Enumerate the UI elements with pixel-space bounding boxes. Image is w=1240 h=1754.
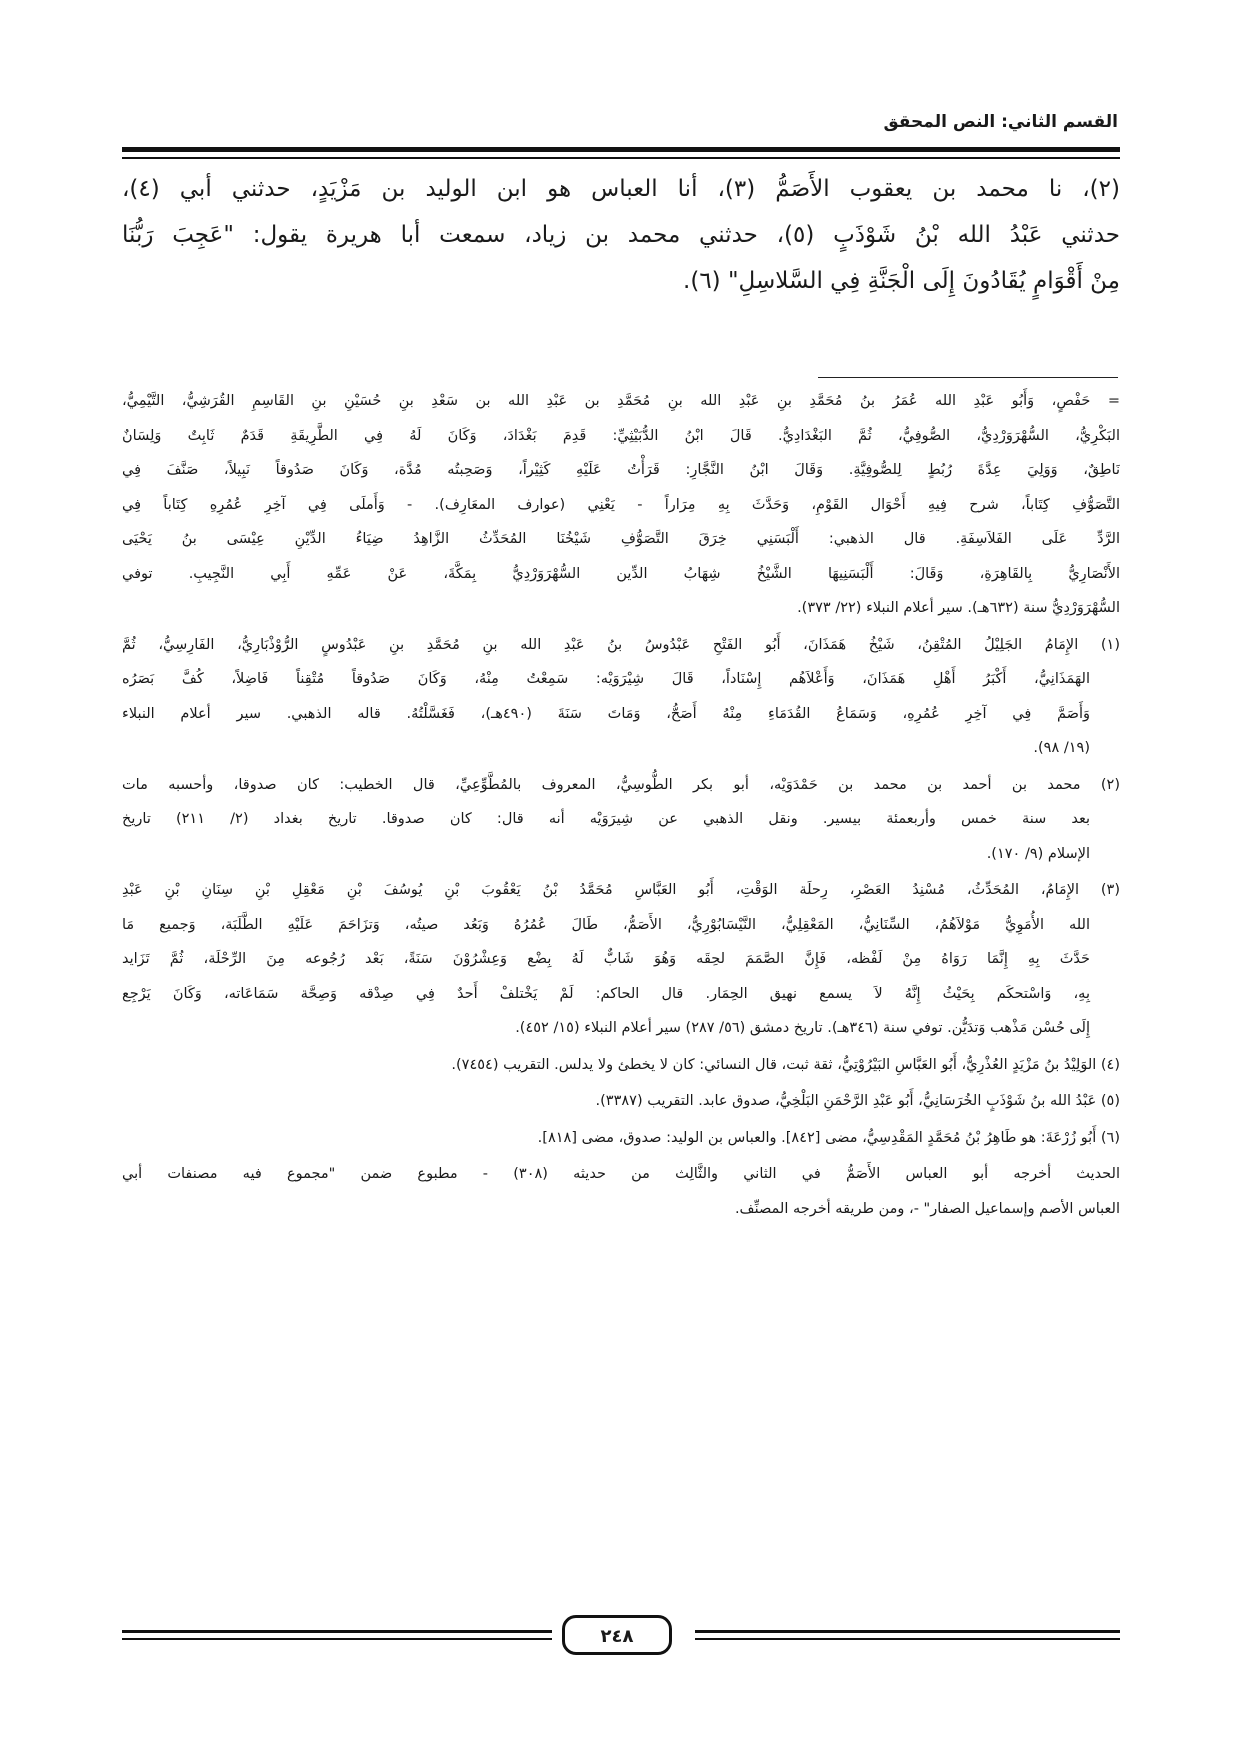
footnote-line: التَّصَوُّفِ كِتَاباً، شرح فِيهِ أَحْوَال القَوْمِ، وَحَدَّثَ بِهِ مِرَاراً - يَعْنِي (عوارف المعَارِف). - وَأَملَى فِي آخِرِ عُمُرِهِ كِتَاباً فِي — [122, 496, 1120, 513]
header-double-rule — [122, 147, 1120, 159]
footnote-line: (٥) عَبْدُ الله بنُ شَوْذَبٍ الخُرَسَانِيُّ، أَبُو عَبْدِ الرَّحْمَنِ البَلْخِيُّ، صدوق عابد. التقريب (٣٣٨٧). — [595, 1093, 1120, 1109]
footnotes — [122, 384, 1120, 1228]
footnote-line: بِهِ، وَاسْتحكَم بِحَيْثُ إِنَّهُ لاَ يسمع نهيق الحِمَار. قال الحاكم: لَمْ يَخْتلفْ أَحدٌ فِي صِدْقه وَصِحَّة سَمَاعَاته، وَكَانَ يَرْجِع — [122, 985, 1090, 1002]
footnote-line: الإسلام (٩/ ١٧٠). — [986, 845, 1090, 862]
footnote — [122, 1084, 1120, 1119]
footnote — [122, 873, 1120, 1046]
footnote — [122, 628, 1120, 766]
footnote-line: البَكْرِيُّ، السُّهْرَوَرْدِيُّ، الصُّوفِيُّ، ثُمَّ البَغْدَادِيُّ. قَالَ ابْنُ الدُّبَيْثِيِّ: قَدِمَ بَغْدَادَ، وَكَانَ لَهُ فِي الطَّرِيقَةِ قَدَمٌ ثَابِتٌ وَلِسَانٌ — [122, 427, 1120, 444]
footnote-line: الهَمَذَانِيُّ، أَكْبَرُ أَهْلِ هَمَذَانَ، وَأَعْلاَهُم إِسْنَاداً، قَالَ شِيْرَوَيْه: سَمِعْتُ مِنْهُ، وَكَانَ صَدُوقاً مُتْقِناً فَاضِلاً، كُفَّ بَصَرُه — [122, 671, 1090, 687]
footnote-separator — [818, 377, 1118, 378]
footnote — [122, 384, 1120, 626]
main-text-line: مِنْ أَقْوَامٍ يُقَادُونَ إِلَى الْجَنَّةِ فِي السَّلاسِلِ" (٦). — [683, 268, 1120, 294]
page-number: ٢٤٨ — [562, 1615, 672, 1655]
footnote — [122, 768, 1120, 872]
footnote-line: (١) الإِمَامُ الجَلِيْلُ المُتْقِنُ، شَيْخُ هَمَذَانَ، أَبُو الفَتْحِ عَبْدُوسُ بنُ عَبْدِ الله بنِ مُحَمَّدِ بنِ عَبْدُوسٍ الرُّوْذْبَارِيُّ، الفَارِسِيُّ، ثُمَّ — [122, 636, 1120, 653]
footnote — [122, 1157, 1120, 1226]
footnote — [122, 1121, 1120, 1156]
page-footer — [122, 1615, 1120, 1655]
footnote-line: (٤) الوَلِيْدُ بنُ مَزْيَدٍ العُذْرِيُّ، أَبُو العَبَّاسِ البَيْرُوْتِيُّ، ثقة ثبت، قال النسائي: كان لا يخطئ ولا يدلس. التقريب (٧٤٥٤). — [451, 1056, 1120, 1073]
footnote-line: (٦) أَبُو زُرْعَةَ: هو طَاهِرُ بْنُ مُحَمَّدٍ المَقْدِسِيُّ، مضى [٨٤٢]. والعباس بن الوليد: صدوق، مضى [٨١٨]. — [537, 1129, 1120, 1146]
footnote-line: الرَّدِّ عَلَى الفَلاَسِفَةِ. قال الذهبي: أَلْبَسَنِي خِرَقَ التَّصَوُّفِ شَيْخُنَا المُحَدِّثُ الزَّاهِدُ ضِيَاءُ الدِّيْنِ عِيْسَى بنُ يَحْيَى — [122, 531, 1120, 547]
footnote-line: وَأَصَمَّ فِي آخِرِ عُمُرِهِ، وَسَمَاعُ القُدَمَاءِ مِنْهُ أَصَحُّ، وَمَاتَ سَنَةَ (٤٩٠هـ)، فَغَسَّلْتُهُ. قاله الذهبي. سير أعلام النبلاء — [122, 705, 1090, 722]
footer-rule-right — [695, 1630, 1120, 1640]
footnote-line: الأَنْصَارِيُّ بِالقَاهِرَةِ، وَقَالَ: أَلْبَسَنِيهَا الشَّيْخُ شِهَابُ الدِّين السُّهْرَوَرْدِيُّ بِمَكَّةَ، عَنْ عَمِّهِ أَبِي النَّجِيبِ. توفي — [122, 565, 1120, 582]
running-header: القسم الثاني: النص المحقق — [883, 112, 1118, 132]
main-text — [122, 166, 1120, 304]
footer-rule-left — [122, 1630, 552, 1640]
footnote-line: السُّهْرَوَرْدِيُّ سنة (٦٣٢هـ). سير أعلام النبلاء (٢٢/ ٣٧٣). — [797, 600, 1120, 616]
footnote-line: العباس الأصم وإسماعيل الصفار" -، ومن طريقه أخرجه المصنِّف. — [734, 1200, 1120, 1217]
footnote-line: (٣) الإِمَامُ، المُحَدِّثُ، مُسْنِدُ العَصْرِ، رِحلَة الوَقْتِ، أَبُو العَبَّاسِ مُحَمَّدُ بْنُ يَعْقُوبَ بْنِ يُوسُفَ بْنِ مَعْقِلِ بْنِ سِنَانِ بْنِ عَبْدِ — [122, 882, 1120, 898]
footnote-line: = حَفْصٍ، وَأَبُو عَبْدِ الله عُمَرُ بنُ مُحَمَّدِ بنِ عَبْدِ الله بنِ مُحَمَّدِ بن عَبْدِ الله بن سَعْدِ بنِ حُسَيْنِ بنِ القَاسِمِ القُرَشِيُّ، التَّيْمِيُّ، — [122, 393, 1120, 409]
footnote-line: إِلَى حُسْن مَذْهب وَتدَيُّن. توفي سنة (٣٤٦هـ). تاريخ دمشق (٥٦/ ٢٨٧) سير أعلام النبلاء (١٥/ ٤٥٢). — [515, 1020, 1090, 1036]
footnote-line: حَدَّثَ بِهِ إِنَّمَا رَوَاهُ مِنْ لَفْظه، فَإِنَّ الصَّمَمَ لحِقَه وَهُوَ شَابٌّ لَهُ بِضْع وَعِشْرُوْنَ سَنَةً، بَعْد رُجُوعه مِنَ الرِّحْلَة، ثُمَّ تَزَايد — [122, 951, 1090, 967]
footnote-line: (١٩/ ٩٨). — [1033, 740, 1090, 756]
footnote-line: بعد سنة خمس وأربعمئة بيسير. ونقل الذهبي عن شِيرَوَيْه أنه قال: كان صدوقا. تاريخ بغداد (٢/ ٢١١) تاريخ — [122, 811, 1091, 827]
main-text-line: (٢)، نا محمد بن يعقوب الأَصَمُّ (٣)، أنا العباس هو ابن الوليد بن مَزْيَدٍ، حدثني أبي (٤)، — [122, 176, 1120, 202]
footnote-line: الله الأُمَوِيُّ مَوْلاَهُمُ، السِّنَانِيُّ، المَعْقِلِيُّ، النَّيْسَابُوْرِيُّ، الأَصَمُّ، طَالَ عُمُرُهُ وَبَعُد صيتُه، وَتزَاحَمَ عَلَيْهِ الطَّلَبَة، وَجميع مَا — [122, 916, 1090, 933]
footnote — [122, 1048, 1120, 1083]
footnote-line: نَاطِقٌ، وَوَلِيَ عِدَّةَ رُبُطٍ لِلصُّوفِيَّةِ. وَقَالَ ابْنُ النَّجَّارِ: قَرَأْتُ عَلَيْهِ كَثِيْراً، وَصَحِبتُه مُدَّة، وَكَانَ صَدُوقاً نَبِيلاً، صَنَّفَ فِي — [122, 462, 1120, 478]
main-text-line: حدثني عَبْدُ الله بْنُ شَوْذَبٍ (٥)، حدثني محمد بن زياد، سمعت أبا هريرة يقول: "عَجِبَ رَبُّنَا — [122, 222, 1120, 248]
footnote-line: (٢) محمد بن أحمد بن محمد بن حَمْدَوَيْه، أبو بكر الطُّوسِيُّ، المعروف بالمُطَّوِّعِيِّ، قال الخطيب: كان صدوقا، وأحسبه مات — [122, 776, 1120, 793]
footnote-line: الحديث أخرجه أبو العباس الأَصَمُّ في الثاني والثَّالِث من حديثه (٣٠٨) - مطبوع ضمن "مجموع فيه مصنفات أبي — [122, 1166, 1120, 1182]
